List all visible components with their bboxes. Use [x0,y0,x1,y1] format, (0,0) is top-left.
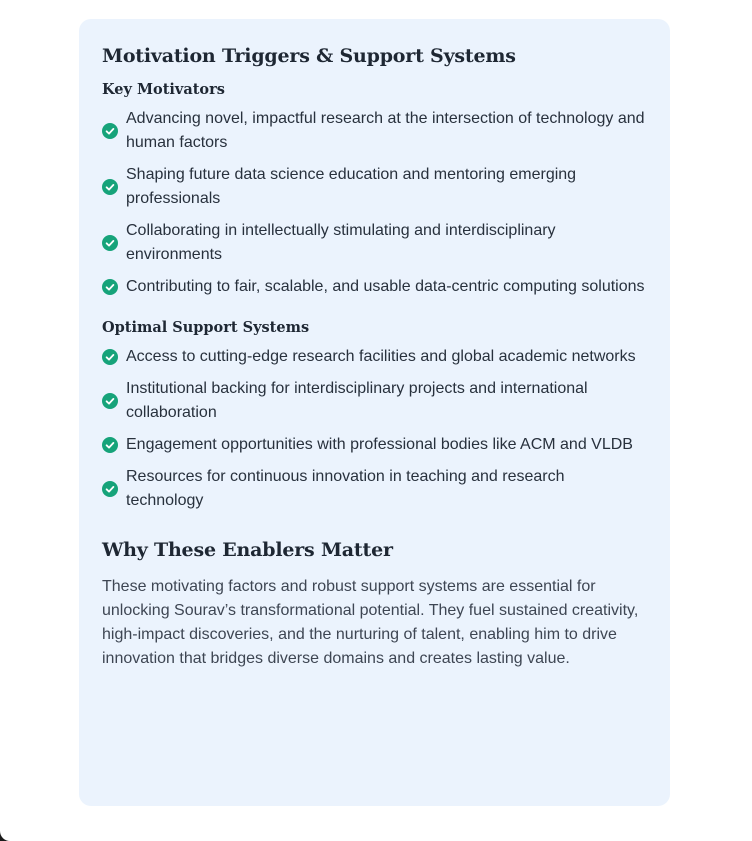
check-circle-icon [102,123,118,139]
list-item-text: Resources for continuous innovation in teaching and research technology [126,468,565,509]
support-systems-list [102,345,646,513]
list-item [102,345,646,369]
key-motivators-heading: Key Motivators [102,81,225,98]
check-circle-icon [102,279,118,295]
check-circle-icon [102,481,118,497]
list-item [102,275,646,299]
key-motivators-list [102,107,646,299]
check-circle-icon [102,235,118,251]
list-item [102,433,646,457]
motivation-card [79,19,670,806]
check-circle-icon [102,393,118,409]
list-item-text: Engagement opportunities with professional bodies like ACM and VLDB [126,436,633,453]
list-item [102,465,646,513]
list-item [102,219,646,267]
why-paragraph: These motivating factors and robust support systems are essential for unlocking Sourav’s transformational potential. They fuel sustained creativity, high-impact discoveries, and the nurturing of talent, enabling him to drive innovation that bridges diverse domains and creates lasting value. [102,578,639,667]
support-systems-heading: Optimal Support Systems [102,319,310,336]
list-item [102,107,646,155]
list-item-text: Shaping future data science education and mentoring emerging professionals [126,166,577,207]
why-heading: Why These Enablers Matter [102,539,393,561]
list-item-text: Institutional backing for interdisciplinary projects and international collaboration [126,380,588,421]
list-item-text: Access to cutting-edge research facilities and global academic networks [126,348,636,365]
check-circle-icon [102,179,118,195]
check-circle-icon [102,349,118,365]
list-item-text: Contributing to fair, scalable, and usable data-centric computing solutions [126,278,645,295]
list-item [102,163,646,211]
list-item-text: Collaborating in intellectually stimulating and interdisciplinary environments [126,222,556,263]
section-title: Motivation Triggers & Support Systems [102,45,516,67]
list-item [102,377,646,425]
list-item-text: Advancing novel, impactful research at the intersection of technology and human factors [126,110,645,151]
check-circle-icon [102,437,118,453]
